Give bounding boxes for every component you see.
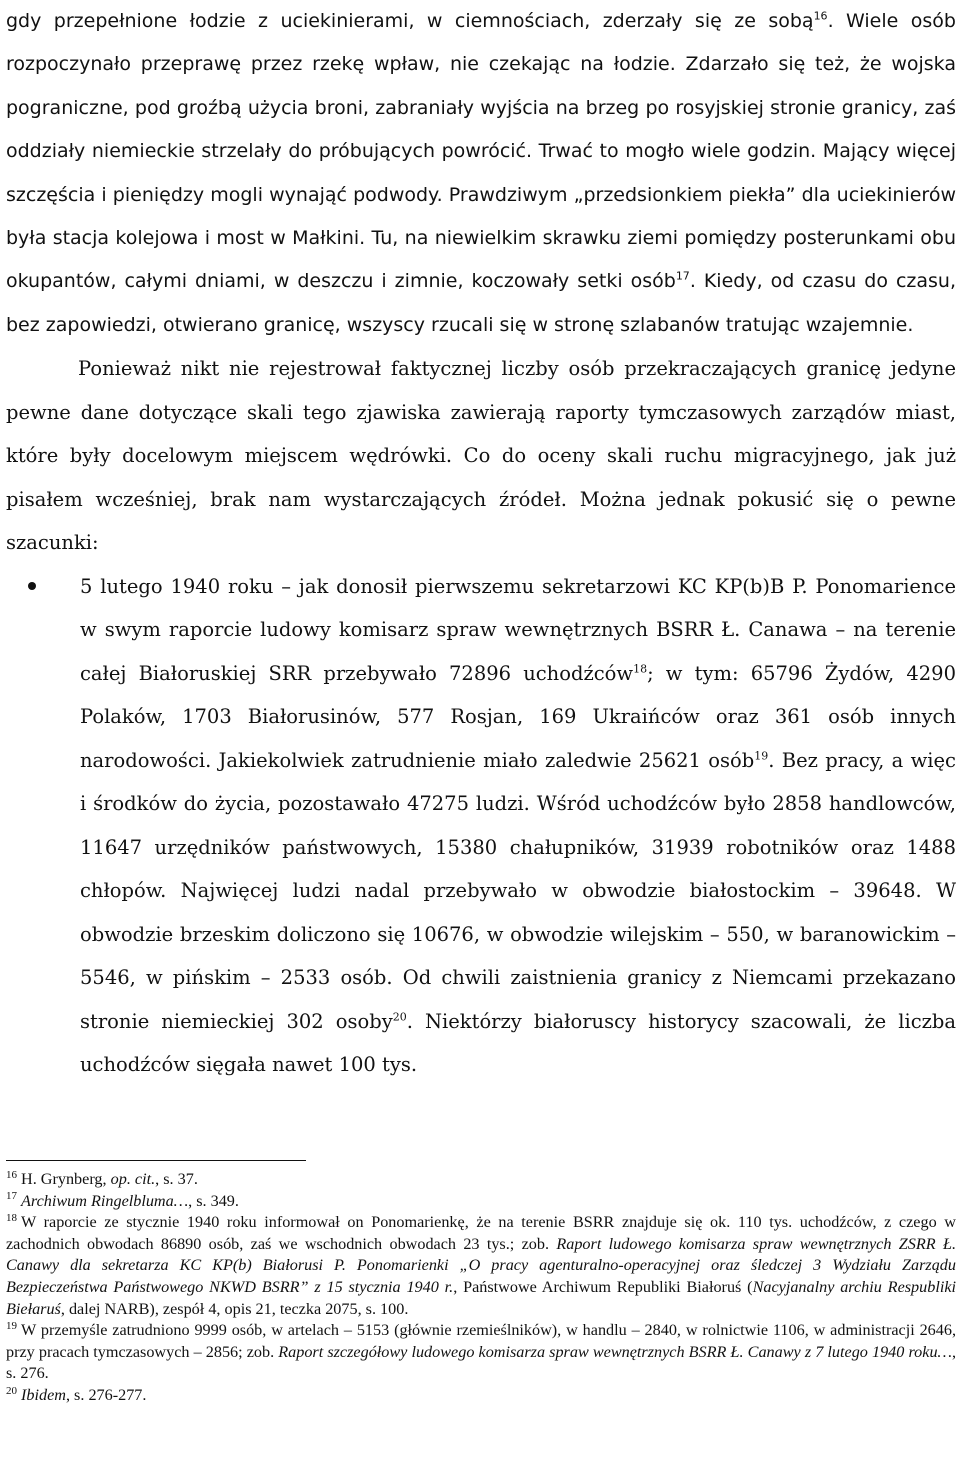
footnote-number: 19: [6, 1319, 17, 1332]
footnote-ref-20[interactable]: 20: [392, 1010, 407, 1024]
footnote-text: , s. 349.: [188, 1191, 239, 1210]
footnote-italic: Ibidem: [21, 1385, 66, 1404]
footnote-number: 20: [6, 1384, 17, 1397]
footnote-text: , s. 276.: [6, 1342, 956, 1383]
bullet-list: [6, 565, 956, 1087]
footnote-text: , dalej NARB), zespół 4, opis 21, teczka 2075, s. 100.: [60, 1299, 409, 1318]
document-page: [6, 0, 956, 1087]
footnote-text: , Państwowe Archiwum Republiki Białoruś (: [453, 1277, 753, 1296]
list-item: [80, 565, 956, 1087]
footnote-text: W raporcie ze stycznie 1940 roku informował on Ponomarienkę, że na terenie BSRR znajduje się ok. 110 tys. uchodźców, z czego w zachodnich obwodach 86890 osób, zaś we wschodnich obwodach 23 tys.; zob.: [6, 1213, 956, 1253]
footnote-separator: [6, 1160, 306, 1161]
footnote-italic: Raport ludowego komisarza spraw wewnętrznych ZSRR Ł. Canawy dla sekretarza KC KP(b) Białorusi P. Ponomarienki „O pracy agenturalno-operacyjnej oraz śledczej 3 Wydziału Zarządu Bezpieczeństwa Państwowego NKWD BSRR” z 15 stycznia 1940 r.: [6, 1234, 956, 1296]
footnote-20: [6, 1385, 956, 1407]
bullet-text-c: . Bez pracy, a więc i środków do życia, pozostawało 47275 ludzi. Wśród uchodźców było 2858 handlowców, 11647 urzędników państwowych, 15380 chałupników, 31939 robotników oraz 1488 chłopów. Najwięcej ludzi nadal przebywało w obwodzie białostockim – 39648. W obwodzie brzeskim doliczono się 10676, w obwodzie wilejskim – 550, w baranowickim – 5546, w pińskim – 2533 osób. Od chwili zaistnienia granicy z Niemcami przekazano stronie niemieckiej 302 osoby: [80, 748, 956, 1033]
footnote-18: [6, 1212, 956, 1320]
paragraph-2: Ponieważ nikt nie rejestrował faktycznej liczby osób przekraczających granicę jedyne pewne dane dotyczące skali tego zjawiska zawierają raporty tymczasowych zarządów miast, które były docelowym miejscem wędrówki. Co do oceny skali ruchu migracyjnego, jak już pisałem wcześniej, brak nam wystarczających źródeł. Można jednak pokusić się o pewne szacunki:: [6, 357, 956, 555]
paragraph-1-text-b: . Wiele osób rozpoczynało przeprawę przez rzekę wpław, nie czekając na łodzie. Zdarzało się też, że wojska pograniczne, pod groźbą użycia broni, zabraniały wyjścia na brzeg po rosyjskiej stronie granicy, zaś oddziały niemieckie strzelały do próbujących powrócić. Trwać to mogło wiele godzin. Mający więcej szczęścia i pieniędzy mogli wynająć podwody. Prawdziwym „przedsionkiem piekła” dla uciekinierów była stacja kolejowa i most w Małkini. Tu, na niewielkim skrawku ziemi pomiędzy posterunkami obu okupantów, całymi dniami, w deszczu i zimnie, koczowały setki osób: [6, 10, 956, 293]
bullet-text-d: . Niektórzy białoruscy historycy szacowali, że liczba uchodźców sięgała nawet 100 tys.: [80, 1009, 956, 1077]
footnote-italic: Archiwum Ringelbluma…: [21, 1191, 189, 1210]
footnote-16: [6, 1169, 956, 1191]
footnotes-section: [6, 1160, 956, 1407]
footnote-text: W przemyśle zatrudniono 9999 osób, w artelach – 5153 (głównie rzemieślników), w handlu – 2840, w rolnictwie 1106, w administracji 2646, przy pracach tymczasowych – 2856; zob.: [6, 1321, 956, 1361]
bullet-icon: [28, 582, 36, 590]
paragraph-1-text-c: . Kiedy, od czasu do czasu, bez zapowiedzi, otwierano granicę, wszyscy rzucali się w stronę szlabanów tratując wzajemnie.: [6, 270, 956, 336]
footnote-text: H. Grynberg,: [21, 1170, 111, 1188]
paragraph-1-text-a: gdy przepełnione łodzie z uciekinierami, w ciemnościach, zderzały się ze sobą: [6, 10, 814, 32]
footnote-number: 18: [6, 1211, 17, 1224]
footnote-text: , s. 37.: [155, 1170, 198, 1188]
footnote-ref-19[interactable]: 19: [754, 749, 769, 763]
footnote-number: 17: [6, 1190, 17, 1203]
footnote-19: [6, 1320, 956, 1385]
footnote-ref-18[interactable]: 18: [633, 662, 648, 676]
bullet-text-a: 5 lutego 1940 roku – jak donosił pierwszemu sekretarzowi KC KP(b)B P. Ponomarience w swym raporcie ludowy komisarz spraw wewnętrznych BSRR Ł. Canawa – na terenie całej Białoruskiej SRR przebywało 72896 uchodźców: [80, 574, 956, 685]
footnote-ref-16[interactable]: 16: [813, 9, 828, 23]
footnote-ref-17[interactable]: 17: [675, 270, 690, 284]
bullet-text-b: ; w tym: 65796 Żydów, 4290 Polaków, 1703 Białorusinów, 577 Rosjan, 169 Ukraińców oraz 361 osób innych narodowości. Jakiekolwiek zatrudnienie miało zaledwie 25621 osób: [80, 661, 956, 772]
footnote-italic: Nacyjanalny archiu Respubliki Biełaruś: [6, 1277, 957, 1318]
footnote-italic: Raport szczegółowy ludowego komisarza spraw wewnętrznych BSRR Ł. Canawy z 7 lutego 1940 roku…: [278, 1342, 952, 1361]
footnote-italic: op. cit.: [110, 1170, 156, 1188]
footnote-number: 16: [6, 1168, 17, 1181]
footnote-text: , s. 276-277.: [65, 1385, 147, 1404]
paragraph-1: [6, 0, 956, 347]
footnote-17: [6, 1191, 956, 1213]
